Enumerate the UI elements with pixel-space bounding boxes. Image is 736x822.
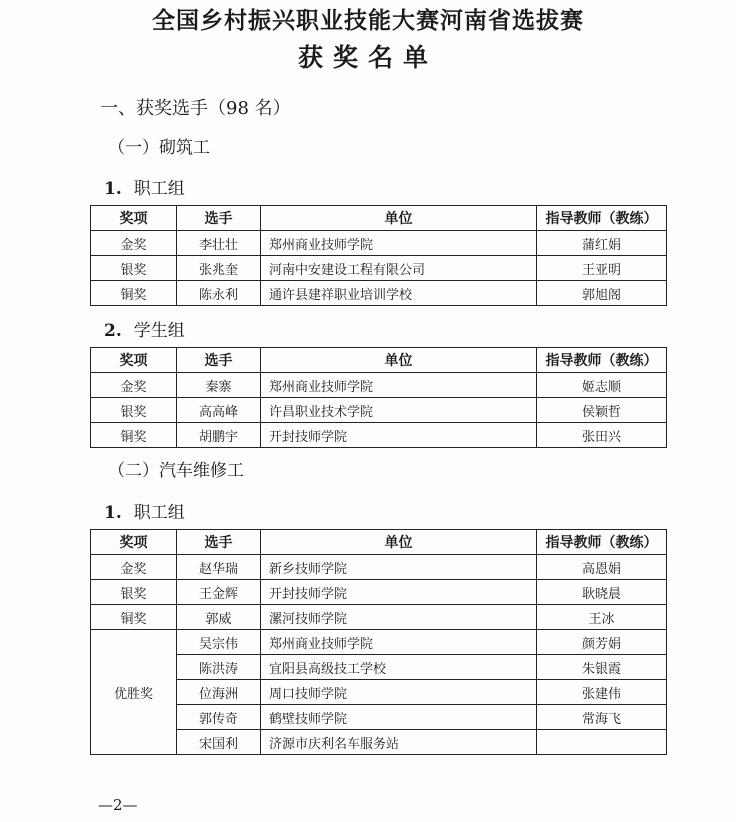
award-table-masonry-student (90, 347, 667, 448)
category-heading-auto-repair: （二）汽车维修工 (108, 461, 244, 481)
column-header: 奖项 (91, 530, 177, 555)
table-row (91, 580, 667, 605)
group-number: 1. (104, 179, 122, 199)
group-name: 职工组 (133, 503, 185, 523)
contestant-cell: 王金辉 (177, 580, 261, 605)
contestant-cell: 郭威 (177, 605, 261, 630)
organization-cell: 河南中安建设工程有限公司 (261, 256, 537, 281)
column-header: 奖项 (91, 348, 177, 373)
contestant-cell: 张兆奎 (177, 256, 261, 281)
organization-cell: 鹤壁技师学院 (261, 705, 537, 730)
contestant-cell: 位海洲 (177, 680, 261, 705)
group-heading-masonry-staff (104, 174, 185, 199)
instructor-cell: 常海飞 (537, 705, 667, 730)
group-name: 职工组 (133, 179, 185, 199)
table-header-row (91, 206, 667, 231)
table-row (91, 555, 667, 580)
instructor-cell: 郭旭阁 (537, 281, 667, 306)
column-header: 选手 (177, 348, 261, 373)
contestant-cell: 陈洪涛 (177, 655, 261, 680)
document-title: 全国乡村振兴职业技能大赛河南省选拔赛 (152, 7, 584, 34)
award-cell: 银奖 (91, 256, 177, 281)
instructor-cell: 王冰 (537, 605, 667, 630)
organization-cell: 漯河技师学院 (261, 605, 537, 630)
organization-cell: 郑州商业技师学院 (261, 231, 537, 256)
section-heading: 一、获奖选手（98 名） (100, 98, 291, 119)
organization-cell: 通许县建祥职业培训学校 (261, 281, 537, 306)
table-row (91, 630, 667, 655)
award-cell: 铜奖 (91, 423, 177, 448)
column-header: 选手 (177, 206, 261, 231)
table-row (91, 373, 667, 398)
instructor-cell: 王亚明 (537, 256, 667, 281)
instructor-cell (537, 730, 667, 755)
award-table-masonry-staff (90, 205, 667, 306)
group-name: 学生组 (133, 321, 185, 341)
column-header: 单位 (261, 530, 537, 555)
award-cell: 铜奖 (91, 281, 177, 306)
table-header-row (91, 530, 667, 555)
table-row (91, 605, 667, 630)
contestant-cell: 宋国利 (177, 730, 261, 755)
column-header: 指导教师（教练） (537, 530, 667, 555)
contestant-cell: 赵华瑞 (177, 555, 261, 580)
contestant-cell: 高高峰 (177, 398, 261, 423)
organization-cell: 开封技师学院 (261, 423, 537, 448)
award-cell: 银奖 (91, 398, 177, 423)
column-header: 指导教师（教练） (537, 206, 667, 231)
table-row (91, 256, 667, 281)
group-number: 1. (104, 503, 122, 523)
contestant-cell: 李壮壮 (177, 231, 261, 256)
contestant-cell: 郭传奇 (177, 705, 261, 730)
group-heading-auto-repair-staff (104, 498, 185, 523)
page-number: —2— (98, 796, 138, 814)
instructor-cell: 侯颖哲 (537, 398, 667, 423)
instructor-cell: 张建伟 (537, 680, 667, 705)
contestant-cell: 陈永利 (177, 281, 261, 306)
category-heading-masonry: （一）砌筑工 (108, 138, 210, 158)
column-header: 奖项 (91, 206, 177, 231)
table-row (91, 680, 667, 705)
table-row (91, 730, 667, 755)
table-row (91, 705, 667, 730)
award-cell: 金奖 (91, 231, 177, 256)
table-row (91, 281, 667, 306)
award-cell: 银奖 (91, 580, 177, 605)
organization-cell: 许昌职业技术学院 (261, 398, 537, 423)
merit-award-cell: 优胜奖 (91, 630, 177, 755)
table-row (91, 423, 667, 448)
column-header: 指导教师（教练） (537, 348, 667, 373)
organization-cell: 郑州商业技师学院 (261, 373, 537, 398)
instructor-cell: 姬志顺 (537, 373, 667, 398)
instructor-cell: 耿晓晨 (537, 580, 667, 605)
instructor-cell: 蒲红娟 (537, 231, 667, 256)
instructor-cell: 颜芳娟 (537, 630, 667, 655)
instructor-cell: 朱银霞 (537, 655, 667, 680)
organization-cell: 开封技师学院 (261, 580, 537, 605)
column-header: 单位 (261, 348, 537, 373)
organization-cell: 济源市庆利名车服务站 (261, 730, 537, 755)
organization-cell: 宜阳县高级技工学校 (261, 655, 537, 680)
organization-cell: 新乡技师学院 (261, 555, 537, 580)
document-subtitle: 获奖名单 (297, 43, 438, 72)
award-cell: 金奖 (91, 555, 177, 580)
instructor-cell: 高恩娟 (537, 555, 667, 580)
contestant-cell: 秦寨 (177, 373, 261, 398)
organization-cell: 郑州商业技师学院 (261, 630, 537, 655)
award-cell: 铜奖 (91, 605, 177, 630)
table-row (91, 655, 667, 680)
contestant-cell: 胡鹏宇 (177, 423, 261, 448)
organization-cell: 周口技师学院 (261, 680, 537, 705)
award-table-auto-repair-staff (90, 529, 667, 755)
table-row (91, 231, 667, 256)
column-header: 选手 (177, 530, 261, 555)
group-number: 2. (104, 321, 122, 341)
table-row (91, 398, 667, 423)
contestant-cell: 吴宗伟 (177, 630, 261, 655)
table-header-row (91, 348, 667, 373)
group-heading-masonry-student (104, 316, 185, 341)
instructor-cell: 张田兴 (537, 423, 667, 448)
column-header: 单位 (261, 206, 537, 231)
award-cell: 金奖 (91, 373, 177, 398)
